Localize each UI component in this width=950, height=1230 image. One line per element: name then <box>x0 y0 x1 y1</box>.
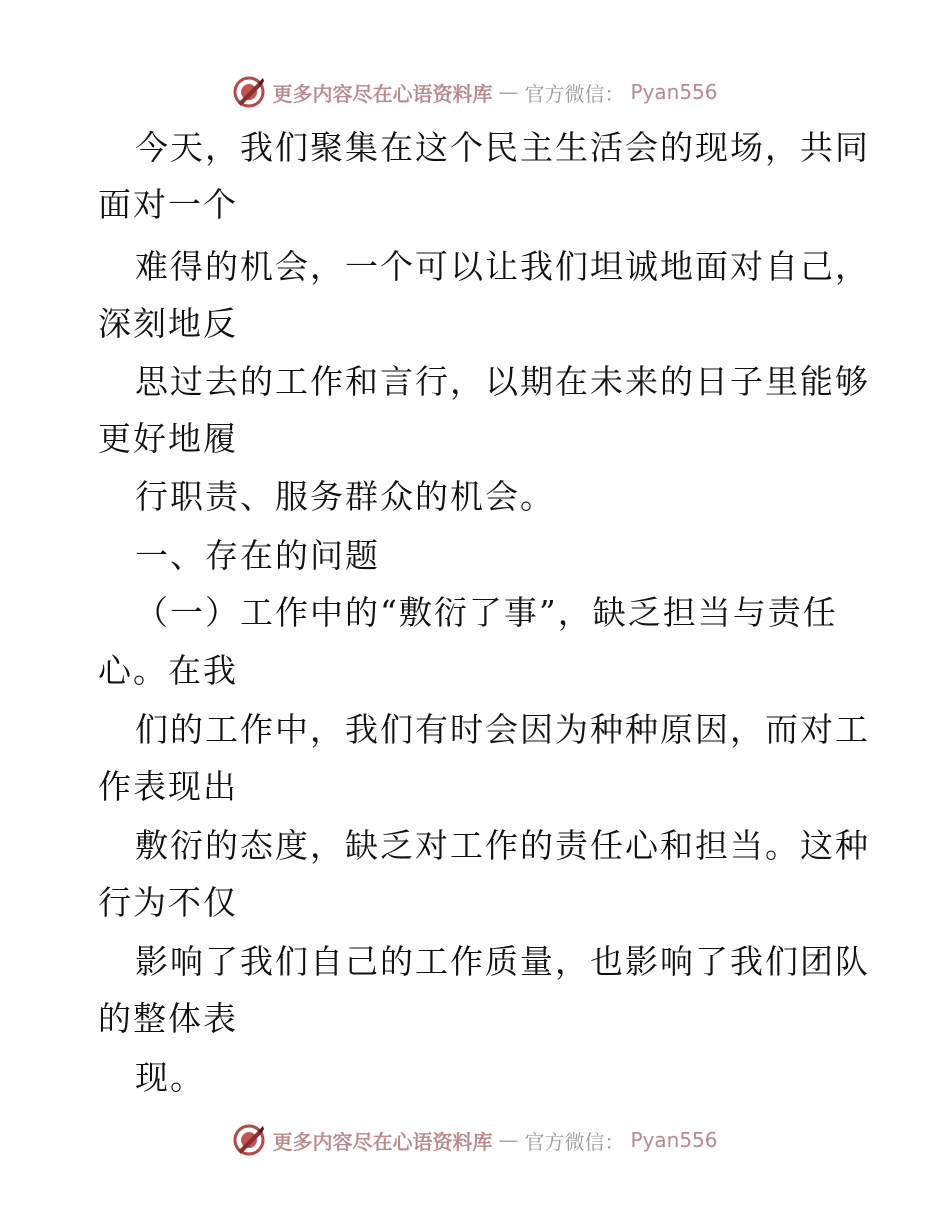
text-line: 行职责、服务群众的机会。 <box>135 477 555 516</box>
watermark-id: Pyan556 <box>630 80 718 104</box>
text-line: 今天，我们聚集在这个民主生活会的现场，共同 <box>135 128 870 167</box>
text-line: 现。 <box>135 1058 205 1097</box>
watermark-text: 更多内容尽在心语资料库 <box>272 81 493 106</box>
text-line: 敷衍的态度，缺乏对工作的责任心和担当。这种 <box>135 826 870 865</box>
text-line: 影响了我们自己的工作质量，也影响了我们团队 <box>135 942 870 981</box>
text-line: 思过去的工作和言行，以期在未来的日子里能够 <box>135 362 870 401</box>
watermark-dash: — <box>498 1128 519 1152</box>
text-line: 难得的机会，一个可以让我们坦诚地面对自己， <box>135 247 870 286</box>
text-line: 更好地履 <box>98 419 238 458</box>
footer-watermark <box>0 1120 950 1160</box>
text-line: 深刻地反 <box>98 304 238 343</box>
watermark-official: 官方微信： <box>524 81 625 106</box>
text-line: 们的工作中，我们有时会因为种种原因，而对工 <box>135 710 870 749</box>
header-watermark <box>0 72 950 112</box>
text-line: 行为不仅 <box>98 883 238 922</box>
text-line: 的整体表 <box>98 999 238 1038</box>
watermark-official: 官方微信： <box>524 1129 625 1154</box>
text-line: 作表现出 <box>98 767 238 806</box>
section-heading: 一、存在的问题 <box>135 536 380 575</box>
watermark-dash: — <box>498 80 519 104</box>
pen-logo-icon <box>232 75 266 109</box>
watermark-text: 更多内容尽在心语资料库 <box>272 1129 493 1154</box>
subsection-heading: （一）工作中的“敷衍了事”，缺乏担当与责任 <box>135 593 838 632</box>
text-line: 心。在我 <box>98 651 238 690</box>
watermark-id: Pyan556 <box>630 1128 718 1152</box>
text-line: 面对一个 <box>98 185 238 224</box>
pen-logo-icon <box>232 1123 266 1157</box>
